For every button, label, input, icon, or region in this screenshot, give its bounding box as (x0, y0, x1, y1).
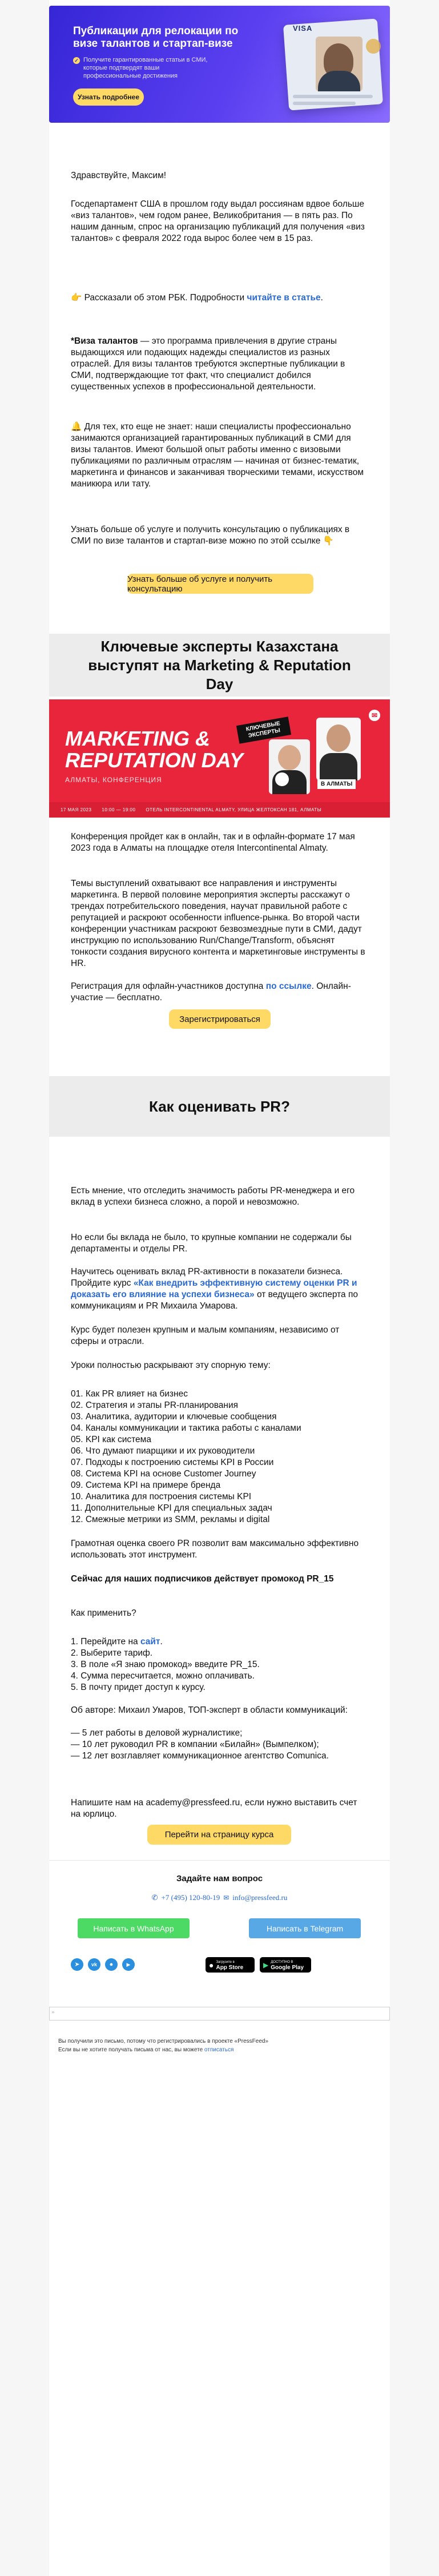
divider (49, 1860, 390, 1861)
unsubscribe-link[interactable]: отписаться (204, 2047, 234, 2053)
play-icon: ▶ (263, 1961, 269, 1969)
list-item: 4. Сумма пересчитается, можно оплачивать. (71, 1671, 255, 1681)
invoice-paragraph: Напишите нам на academy@pressfeed.ru, если нужно выставить счет на юрлицо. (71, 1798, 357, 1819)
event-banner[interactable] (49, 699, 390, 818)
list-item: 12. Смежные метрики из SMM, рекламы и digital (71, 1515, 270, 1524)
intro-paragraph-4: 🔔 Для тех, кто еще не знает: наши специалисты профессионально занимаются организацией гарантированных публикаций в СМИ для визы талантов. Имеют большой опыт работы именно с визовыми публикациями по различным отраслям — начиная от бизнес-тематик, маркетинга и финансов и заканчивая творческими темами, искусством маникюра или тату. (71, 422, 364, 489)
how-to-title: Как применить? (71, 1608, 136, 1618)
list-item: 3. В поле «Я знаю промокод» введите PR_15. (71, 1660, 260, 1669)
visa-label: VISA (293, 24, 313, 33)
vk-icon[interactable]: vk (88, 1958, 100, 1971)
logo-icon: ✉ (369, 710, 380, 721)
course-page-button[interactable]: Перейти на страницу курса (147, 1825, 291, 1845)
intro-paragraph-5: Узнать больше об услуге и получить консультацию о публикациях в СМИ по визе талантов и стартап-визе можно по этой ссылке 👇 (71, 525, 350, 546)
email-link[interactable]: info@pressfeed.ru (232, 1893, 288, 1902)
event-banner-title-1: MARKETING & (65, 727, 210, 750)
event-banner-title-2: REPUTATION DAY (65, 748, 243, 772)
speaker-photo-2 (316, 718, 361, 780)
pr-paragraph-3: Научитесь оценивать вклад PR-активности в показатели бизнеса. Пройдите курс «Как внедрить эффективную систему оценки PR и доказать его влияние на успехи бизнеса» от ведущего эксперта по коммуникациям и PR Михаила Умарова. (71, 1267, 358, 1311)
list-item: 05. KPI как система (71, 1435, 151, 1444)
intro-paragraph-1: Госдепартамент США в прошлом году выдал россиянам вдвое больше «виз талантов», чем годом ранее, Великобритания — в пять раз. По нашим данным, спрос на организацию публикаций для получения «виз талантов» с февраля 2022 года вырос более чем в 15 раз. (71, 199, 365, 243)
rbc-article-link[interactable]: читайте в статье (247, 293, 321, 303)
event-badge: КЛЮЧЕВЫЕ ЭКСПЕРТЫ (236, 717, 291, 743)
ask-question-title: Задайте нам вопрос (176, 1874, 263, 1883)
list-item: 2. Выберите тариф. (71, 1648, 153, 1658)
app-store-badge[interactable]: ● Загрузите в App Store (206, 1957, 255, 1973)
pr-section-title: Как оценивать PR? (49, 1076, 390, 1137)
relocation-banner[interactable] (49, 6, 390, 123)
telegram-icon[interactable]: ➤ (71, 1958, 83, 1971)
broken-image-icon: ▫ (52, 2009, 54, 2016)
pr-paragraph-6: Грамотная оценка своего PR позволит вам максимально эффективно использовать этот инструмент. (71, 1539, 359, 1560)
promo-paragraph: Сейчас для наших подписчиков действует промокод PR_15 (71, 1574, 334, 1584)
list-item: 11. Дополнительные KPI для специальных задач (71, 1503, 272, 1513)
banner-title: Публикации для релокации по визе талантов и стартап-визе (73, 25, 239, 50)
telegram-button[interactable]: Написать в Telegram (249, 1918, 361, 1938)
event-paragraph-1: Конференция пройдет как в онлайн, так и в офлайн-формате 17 мая 2023 года в Алматы на площадке отеля Intercontinental Almaty. (71, 832, 355, 853)
author-list (71, 1728, 368, 1762)
list-item: — 10 лет руководил PR в компании «Билайн» (Вымпелком); (71, 1740, 319, 1749)
list-item: — 5 лет работы в деловой журналистике; (71, 1728, 243, 1738)
youtube-icon[interactable]: ▶ (122, 1958, 135, 1971)
list-item: 02. Стратегия и этапы PR-планирования (71, 1400, 239, 1410)
list-item: 04. Каналы коммуникации и тактика работы с каналами (71, 1423, 301, 1433)
greeting: Здравствуйте, Максим! (71, 171, 167, 180)
legal-line-2: Если вы не хотите получать письма от нас, вы можете отписаться (58, 2047, 234, 2053)
banner-bullet: Получите гарантированные статьи в СМИ, которые подтвердят ваши профессиональные достижения (83, 57, 208, 79)
event-time: 10:00 — 19:00 (102, 807, 136, 812)
legal-line-1: Вы получили это письмо, потому что регистрировались в проекте «PressFeed» (58, 2038, 269, 2044)
pr-paragraph-2: Но если бы вклада не было, то крупные компании не содержали бы департаменты и отделы PR. (71, 1233, 352, 1254)
email-body (49, 0, 390, 2576)
event-banner-subtitle: АЛМАТЫ, КОНФЕРЕНЦИЯ (65, 776, 162, 784)
contacts-row (49, 1893, 390, 1902)
pr-paragraph-5: Уроки полностью раскрывают эту спорную тему: (71, 1361, 271, 1370)
registration-link[interactable]: по ссылке (265, 981, 312, 991)
list-item: 01. Как PR влияет на бизнес (71, 1389, 188, 1399)
list-item: 1. Перейдите на сайт. (71, 1637, 163, 1647)
phone-link[interactable]: +7 (495) 120-80-19 (161, 1893, 220, 1902)
checkmark-icon: ✓ (73, 57, 80, 64)
event-info-strip (49, 802, 390, 818)
whatsapp-button[interactable]: Написать в WhatsApp (78, 1918, 190, 1938)
banner-more-button[interactable]: Узнать подробнее (73, 88, 144, 106)
image-placeholder (49, 2007, 390, 2020)
list-item: — 12 лет возглавляет коммуникационное агентство Comunica. (71, 1751, 329, 1761)
pr-paragraph-1: Есть мнение, что отследить значимость работы PR-менеджера и его вклад в успехи бизнеса сложно, а порой и невозможно. (71, 1186, 355, 1207)
lessons-list (71, 1388, 368, 1526)
promo-code: промокод PR_15 (261, 1574, 334, 1584)
list-item: 03. Аналитика, аудитории и ключевые сообщения (71, 1412, 277, 1422)
mail-icon: ✉ (223, 1893, 229, 1902)
list-item: 5. В почту придет доступ к курсу. (71, 1683, 206, 1692)
event-city-badge: В АЛМАТЫ (317, 779, 356, 789)
author-title: Об авторе: Михаил Умаров, ТОП-эксперт в области коммуникаций: (71, 1705, 348, 1715)
event-place: ОТЕЛЬ INTERCONTINENTAL ALMATY, УЛИЦА ЖЕЛТОКСАН 181, АЛМАТЫ (146, 807, 322, 812)
pr-paragraph-4: Курс будет полезен крупным и малым компаниям, независимо от сферы и отрасли. (71, 1325, 340, 1346)
odnoklassniki-icon[interactable]: ● (105, 1958, 118, 1971)
intro-paragraph-2: 👉 Рассказали об этом РБК. Подробности читайте в статье. (71, 293, 323, 303)
phone-icon: ✆ (151, 1893, 158, 1902)
register-button[interactable]: Зарегистрироваться (169, 1009, 271, 1029)
steps-list (71, 1636, 368, 1693)
speaker-photo-3 (275, 772, 289, 786)
list-item: 08. Система KPI на основе Customer Journey (71, 1469, 256, 1479)
course-link[interactable]: «Как внедрить эффективную систему оценки PR и доказать его влияние на успехи бизнеса» (71, 1278, 357, 1299)
intro-paragraph-3: *Виза талантов — это программа привлечения в другие страны выдающихся или подающих надежды специалистов из разных отраслей. Для визы талантов требуются экспертные публикации в СМИ, подтверждающие тот факт, что специалист добился существенных успехов в профессиональной деятельности. (71, 336, 345, 392)
legal-text (58, 2037, 378, 2054)
google-play-badge[interactable]: ▶ ДОСТУПНО В Google Play (260, 1957, 311, 1973)
speaker-photo-1 (269, 739, 310, 794)
event-paragraph-3: Регистрация для офлайн-участников доступна по ссылке. Онлайн-участие — бесплатно. (71, 981, 351, 1003)
list-item: 10. Аналитика для построения системы KPI (71, 1492, 252, 1502)
site-link[interactable]: сайт (140, 1637, 160, 1647)
event-section-title: Ключевые эксперты Казахстана выступят на Marketing & Reputation Day (49, 634, 390, 697)
apple-icon: ● (209, 1960, 214, 1970)
consultation-button[interactable]: Узнать больше об услуге и получить консультацию (127, 574, 313, 594)
visa-card-illustration (286, 16, 383, 112)
event-paragraph-2: Темы выступлений охватывают все направления и инструменты маркетинга. В первой половине мероприятия эксперты расскажут о трендах потребительского поведения, научат правильной работе с репутацией и раскроют особенности influence-рынка. Во второй части конференции участникам раскроют безвозмездные пути в СМИ, дадут инструкцию по использованию Run/Change/Transform, объяснят тонкости создания вирусного контента и маркетинговые инструменты в HR. (71, 879, 365, 968)
list-item: 06. Что думают пиарщики и их руководители (71, 1446, 255, 1456)
list-item: 07. Подходы к построению системы KPI в России (71, 1458, 274, 1467)
list-item: 09. Система KPI на примере бренда (71, 1480, 221, 1490)
event-date: 17 МАЯ 2023 (61, 807, 92, 812)
social-icons (71, 1958, 135, 1971)
